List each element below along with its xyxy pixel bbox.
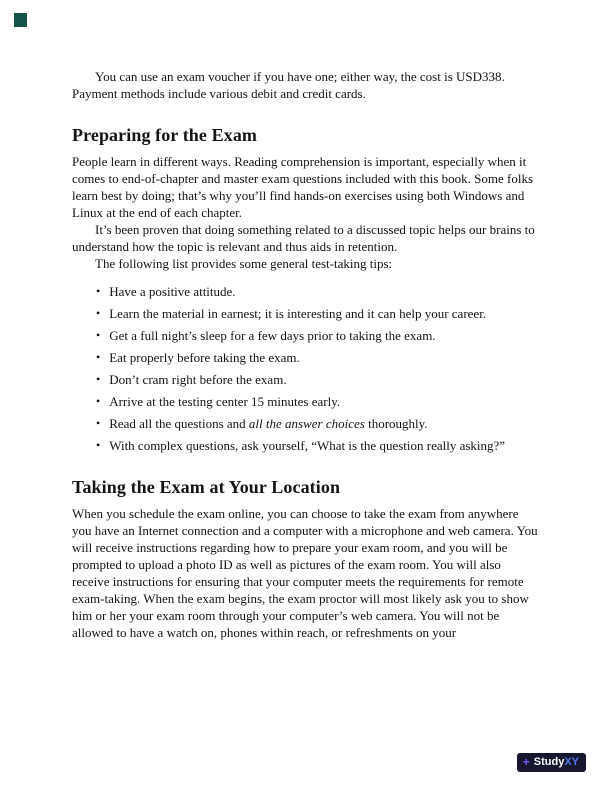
preparing-paragraph-3: The following list provides some general test-taking tips:: [95, 256, 393, 271]
test-taking-tips-list: [96, 283, 540, 454]
bullet-icon: •: [96, 372, 101, 386]
tip-text: Arrive at the testing center 15 minutes early.: [109, 394, 341, 409]
bullet-icon: •: [96, 416, 101, 430]
list-item: [96, 393, 540, 410]
tip-text: Learn the material in earnest; it is interesting and it can help your career.: [109, 306, 487, 321]
list-item: [96, 327, 540, 344]
bullet-icon: •: [96, 438, 101, 452]
page-corner-marker: [14, 13, 27, 27]
tip-text: With complex questions, ask yourself, “What is the question really asking?”: [109, 438, 506, 453]
tip-text-italic: all the answer choices: [248, 416, 365, 431]
bullet-icon: •: [96, 306, 101, 320]
bullet-icon: •: [96, 350, 101, 364]
tip-text: Have a positive attitude.: [109, 284, 236, 299]
list-item: [96, 283, 540, 300]
studyxy-logo: [517, 753, 586, 772]
intro-paragraph: You can use an exam voucher if you have one; either way, the cost is USD338. Payment methods include various debit and credit cards.: [72, 69, 505, 101]
bullet-icon: •: [96, 394, 101, 408]
heading-preparing-for-the-exam: Preparing for the Exam: [72, 125, 258, 145]
brand-text: [534, 756, 579, 768]
brand-study: Study: [533, 756, 565, 768]
location-paragraph-1: When you schedule the exam online, you can choose to take the exam from anywhere you have an Internet connection and a computer with a microphone and web camera. You will receive instructions regarding how to prepare your exam room, and you will be prompted to upload a photo ID as well as pictures of the exam room. You will also receive instructions for ensuring that your computer meets the requirements for remote exam-taking. When the exam begins, the exam proctor will most likely ask you to show him or her your exam room through your computer’s web camera. You will not be allowed to have a watch on, phones within reach, or refreshments on your: [72, 506, 538, 640]
list-item: [96, 349, 540, 366]
tip-text-plain: thoroughly.: [364, 416, 428, 431]
list-item: [96, 371, 540, 388]
page-content: [72, 68, 540, 641]
tip-text-plain: Read all the questions and: [109, 416, 249, 431]
heading-taking-the-exam-at-your-location: Taking the Exam at Your Location: [72, 477, 341, 497]
tip-text: Get a full night’s sleep for a few days prior to taking the exam.: [109, 328, 436, 343]
list-item: [96, 437, 540, 454]
list-item: [96, 415, 540, 432]
preparing-paragraph-2: It’s been proven that doing something related to a discussed topic helps our brains to understand how the topic is relevant and thus aids in retention.: [72, 222, 535, 254]
tip-text: Eat properly before taking the exam.: [109, 350, 300, 365]
brand-xy: XY: [564, 756, 579, 768]
preparing-paragraph-1: People learn in different ways. Reading comprehension is important, especially when it comes to end-of-chapter and master exam questions included with this book. Some folks learn best by doing; that’s why you’ll find hands-on exercises using both Windows and Linux at the end of each chapter.: [72, 154, 534, 220]
plus-icon: +: [522, 755, 530, 769]
list-item: [96, 305, 540, 322]
tip-text: Don’t cram right before the exam.: [109, 372, 287, 387]
tip-text: [109, 415, 540, 432]
bullet-icon: •: [96, 284, 101, 298]
bullet-icon: •: [96, 328, 101, 342]
